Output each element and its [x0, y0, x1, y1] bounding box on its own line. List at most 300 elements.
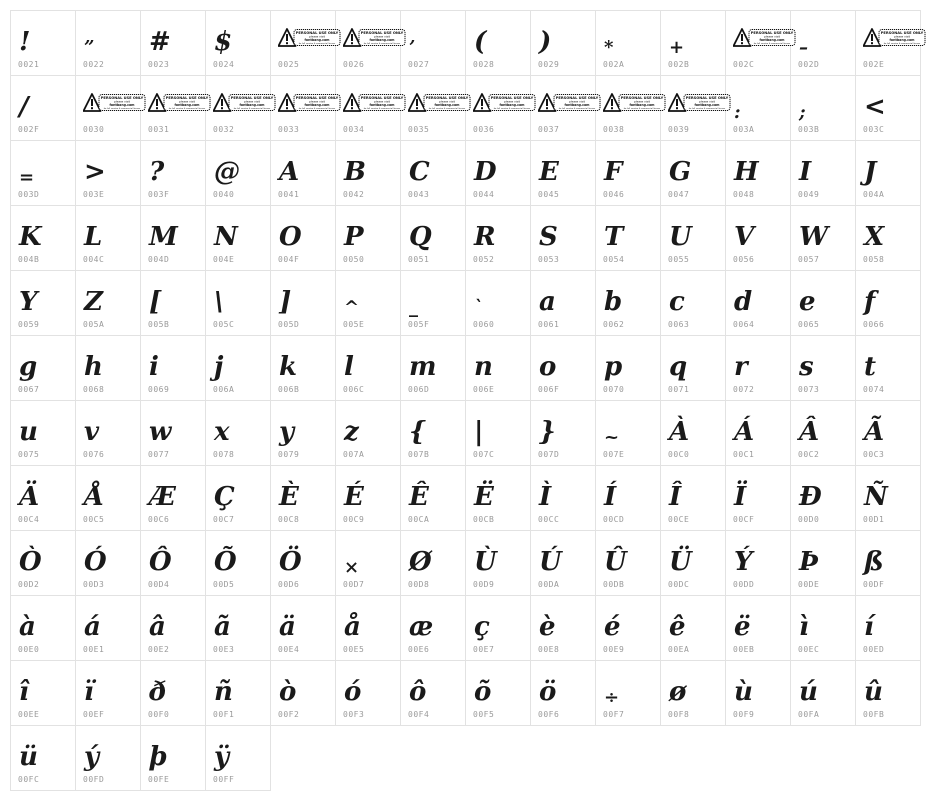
glyph-cell[interactable] [10, 75, 76, 141]
svg-text:fontbang.com: fontbang.com [499, 103, 525, 107]
glyph-cell[interactable] [205, 205, 271, 271]
glyph-code-label: 006D [408, 385, 430, 394]
glyph-code-label: 0024 [213, 60, 235, 69]
glyph-cell[interactable] [400, 10, 466, 76]
svg-text:for full version & commercial: for full version & commercial license [298, 43, 336, 45]
glyph-cell[interactable] [10, 400, 76, 466]
glyph-cell[interactable] [790, 140, 856, 206]
glyph-cell[interactable] [530, 10, 596, 76]
glyph-code-label: 00D1 [863, 515, 885, 524]
glyph-cell[interactable] [855, 465, 921, 531]
glyph-preview: ë [734, 612, 751, 642]
glyph-cell[interactable] [205, 725, 271, 791]
glyph-preview: D [474, 157, 497, 187]
glyph-preview: m [409, 352, 437, 382]
glyph-code-label: 0064 [733, 320, 755, 329]
glyph-preview: ó [344, 677, 362, 707]
glyph-cell[interactable] [75, 660, 141, 726]
glyph-cell[interactable] [270, 400, 336, 466]
glyph-cell[interactable] [855, 205, 921, 271]
glyph-code-label: 005E [343, 320, 365, 329]
glyph-cell[interactable] [660, 205, 726, 271]
glyph-preview: < [864, 92, 886, 122]
glyph-cell[interactable] [10, 660, 76, 726]
glyph-cell[interactable] [10, 140, 76, 206]
glyph-cell[interactable] [335, 660, 401, 726]
glyph-cell[interactable] [595, 335, 661, 401]
glyph-cell[interactable] [855, 400, 921, 466]
glyph-cell[interactable] [660, 660, 726, 726]
glyph-preview: Ö [279, 547, 302, 577]
glyph-cell[interactable] [335, 465, 401, 531]
glyph-cell[interactable] [725, 75, 791, 141]
glyph-preview: ’ [409, 37, 416, 58]
glyph-cell[interactable] [790, 660, 856, 726]
glyph-cell[interactable] [140, 270, 206, 336]
glyph-cell[interactable] [660, 530, 726, 596]
glyph-preview: ñ [214, 677, 233, 707]
glyph-cell[interactable] [270, 465, 336, 531]
svg-text:fontbang.com: fontbang.com [174, 103, 200, 107]
glyph-code-label: 00D4 [148, 580, 170, 589]
glyph-cell[interactable] [790, 270, 856, 336]
glyph-cell[interactable] [530, 530, 596, 596]
glyph-cell[interactable] [530, 270, 596, 336]
glyph-cell[interactable] [465, 140, 531, 206]
glyph-cell[interactable] [140, 75, 209, 141]
glyph-preview: ~ [604, 427, 620, 448]
glyph-cell[interactable] [335, 270, 401, 336]
glyph-cell[interactable] [855, 595, 921, 661]
glyph-code-label: 0030 [83, 125, 105, 134]
glyph-cell[interactable] [400, 75, 469, 141]
glyph-cell[interactable] [465, 530, 531, 596]
glyph-cell[interactable] [400, 335, 466, 401]
glyph-preview: Þ [799, 547, 819, 577]
glyph-code-label: 00E7 [473, 645, 495, 654]
glyph-cell[interactable] [790, 205, 856, 271]
glyph-preview: O [279, 222, 302, 252]
glyph-code-label: 00D9 [473, 580, 495, 589]
glyph-code-label: 003B [798, 125, 820, 134]
glyph-cell[interactable] [790, 530, 856, 596]
glyph-cell[interactable] [140, 530, 206, 596]
glyph-cell[interactable] [140, 660, 206, 726]
glyph-cell[interactable] [270, 270, 336, 336]
glyph-cell[interactable] [595, 530, 661, 596]
glyph-cell[interactable] [660, 140, 726, 206]
glyph-preview: û [864, 677, 883, 707]
glyph-preview: Ô [149, 547, 172, 577]
glyph-preview: í [864, 612, 874, 642]
glyph-cell[interactable] [595, 75, 664, 141]
glyph-cell[interactable] [270, 205, 336, 271]
glyph-cell[interactable] [725, 10, 794, 76]
glyph-cell[interactable] [660, 10, 726, 76]
glyph-cell[interactable] [465, 270, 531, 336]
glyph-code-label: 00C5 [83, 515, 105, 524]
glyph-preview: ! [19, 27, 31, 57]
glyph-cell[interactable] [530, 75, 599, 141]
glyph-cell[interactable] [855, 10, 924, 76]
glyph-preview: ò [279, 677, 297, 707]
glyph-cell[interactable] [335, 75, 404, 141]
personal-use-badge [83, 93, 147, 113]
svg-text:for full version & commercial: for full version & commercial license [233, 108, 271, 110]
glyph-cell[interactable] [725, 660, 791, 726]
glyph-code-label: 006C [343, 385, 365, 394]
glyph-cell[interactable] [465, 465, 531, 531]
glyph-cell[interactable] [75, 465, 141, 531]
glyph-cell[interactable] [595, 660, 661, 726]
glyph-preview: o [539, 352, 557, 382]
glyph-preview: Ó [84, 547, 107, 577]
glyph-code-label: 00DE [798, 580, 820, 589]
glyph-code-label: 0027 [408, 60, 430, 69]
glyph-cell[interactable] [790, 75, 856, 141]
personal-use-badge [473, 93, 537, 113]
svg-text:for full version & commercial: for full version & commercial license [363, 108, 401, 110]
glyph-cell[interactable] [10, 270, 76, 336]
glyph-cell[interactable] [335, 400, 401, 466]
glyph-cell[interactable] [465, 400, 531, 466]
glyph-code-label: 00D8 [408, 580, 430, 589]
glyph-code-label: 005D [278, 320, 300, 329]
glyph-code-label: 00FC [18, 775, 40, 784]
glyph-code-label: 00F3 [343, 710, 365, 719]
glyph-preview: V [734, 222, 755, 252]
glyph-cell[interactable] [660, 75, 729, 141]
glyph-preview: å [344, 612, 361, 642]
glyph-cell[interactable] [75, 270, 141, 336]
glyph-preview: ö [539, 677, 557, 707]
glyph-preview: Ç [214, 482, 235, 512]
glyph-cell[interactable] [270, 530, 336, 596]
glyph-preview: ÷ [604, 687, 620, 708]
glyph-cell[interactable] [530, 335, 596, 401]
glyph-cell[interactable] [855, 140, 921, 206]
glyph-preview: v [84, 417, 100, 447]
glyph-code-label: 00F7 [603, 710, 625, 719]
glyph-preview: * [604, 37, 614, 58]
glyph-preview: L [84, 222, 103, 252]
glyph-cell[interactable] [75, 725, 141, 791]
personal-use-badge [278, 28, 342, 48]
glyph-preview: _ [409, 297, 418, 318]
glyph-cell[interactable] [465, 10, 531, 76]
glyph-preview: à [19, 612, 36, 642]
glyph-preview: é [604, 612, 621, 642]
glyph-cell[interactable] [660, 270, 726, 336]
glyph-preview: } [539, 417, 556, 447]
glyph-cell[interactable] [335, 595, 401, 661]
glyph-cell[interactable] [205, 400, 271, 466]
glyph-code-label: 00C3 [863, 450, 885, 459]
glyph-code-label: 00DC [668, 580, 690, 589]
glyph-cell[interactable] [660, 595, 726, 661]
personal-use-badge [863, 28, 927, 48]
glyph-cell[interactable] [10, 10, 76, 76]
glyph-cell[interactable] [400, 660, 466, 726]
glyph-cell[interactable] [855, 75, 921, 141]
glyph-cell[interactable] [465, 660, 531, 726]
glyph-cell[interactable] [270, 595, 336, 661]
glyph-preview: ` [474, 297, 483, 318]
glyph-cell[interactable] [790, 335, 856, 401]
glyph-cell[interactable] [10, 595, 76, 661]
glyph-cell[interactable] [205, 660, 271, 726]
glyph-cell[interactable] [140, 205, 206, 271]
warning-triangle-icon [604, 94, 621, 111]
glyph-cell[interactable] [790, 10, 856, 76]
glyph-cell[interactable] [725, 205, 791, 271]
glyph-cell[interactable] [335, 140, 401, 206]
glyph-cell[interactable] [595, 400, 661, 466]
glyph-cell[interactable] [595, 270, 661, 336]
personal-use-badge [343, 93, 407, 113]
glyph-code-label: 0040 [213, 190, 235, 199]
svg-text:fontbang.com: fontbang.com [759, 38, 785, 42]
glyph-cell[interactable] [530, 400, 596, 466]
glyph-cell[interactable] [205, 465, 271, 531]
glyph-cell[interactable] [140, 465, 206, 531]
glyph-cell[interactable] [400, 140, 466, 206]
glyph-cell[interactable] [140, 400, 206, 466]
glyph-cell[interactable] [660, 465, 726, 531]
glyph-cell[interactable] [10, 465, 76, 531]
glyph-cell[interactable] [205, 75, 274, 141]
warning-triangle-icon [279, 29, 296, 46]
glyph-code-label: 0059 [18, 320, 40, 329]
glyph-preview: I [799, 157, 812, 187]
glyph-code-label: 006A [213, 385, 235, 394]
glyph-preview: À [669, 417, 690, 447]
glyph-cell[interactable] [725, 530, 791, 596]
glyph-cell[interactable] [725, 140, 791, 206]
glyph-cell[interactable] [595, 140, 661, 206]
glyph-code-label: 0058 [863, 255, 885, 264]
glyph-code-label: 00E8 [538, 645, 560, 654]
glyph-preview: Ø [409, 547, 432, 577]
glyph-cell[interactable] [855, 270, 921, 336]
glyph-cell[interactable] [75, 400, 141, 466]
glyph-cell[interactable] [400, 465, 466, 531]
glyph-code-label: 00C7 [213, 515, 235, 524]
glyph-code-label: 00C8 [278, 515, 300, 524]
glyph-preview: Ê [409, 482, 429, 512]
glyph-cell[interactable] [205, 140, 271, 206]
warning-triangle-icon [84, 94, 101, 111]
glyph-code-label: 00EB [733, 645, 755, 654]
glyph-cell[interactable] [400, 400, 466, 466]
glyph-cell[interactable] [205, 270, 271, 336]
glyph-cell[interactable] [595, 595, 661, 661]
glyph-cell[interactable] [335, 335, 401, 401]
glyph-cell[interactable] [530, 140, 596, 206]
glyph-cell[interactable] [725, 595, 791, 661]
glyph-code-label: 0022 [83, 60, 105, 69]
glyph-cell[interactable] [140, 140, 206, 206]
glyph-code-label: 00F0 [148, 710, 170, 719]
warning-triangle-icon [864, 29, 881, 46]
glyph-cell[interactable] [400, 530, 466, 596]
glyph-cell[interactable] [205, 530, 271, 596]
glyph-cell[interactable] [790, 400, 856, 466]
glyph-cell[interactable] [270, 335, 336, 401]
svg-text:for full version & commercial: for full version & commercial license [753, 43, 791, 45]
svg-text:please visit: please visit [569, 99, 585, 104]
glyph-cell[interactable] [75, 595, 141, 661]
glyph-cell[interactable] [725, 270, 791, 336]
glyph-preview: H [734, 157, 759, 187]
glyph-cell[interactable] [140, 10, 206, 76]
glyph-preview: ” [84, 37, 95, 58]
glyph-cell[interactable] [335, 530, 401, 596]
glyph-cell[interactable] [855, 530, 921, 596]
personal-use-badge [603, 93, 667, 113]
glyph-cell[interactable] [725, 400, 791, 466]
glyph-preview: È [279, 482, 299, 512]
glyph-preview: ÿ [214, 742, 230, 772]
svg-text:please visit: please visit [309, 99, 325, 104]
glyph-cell[interactable] [530, 205, 596, 271]
glyph-cell[interactable] [530, 465, 596, 531]
glyph-cell[interactable] [270, 10, 339, 76]
glyph-cell[interactable] [400, 270, 466, 336]
glyph-code-label: 00F8 [668, 710, 690, 719]
glyph-cell[interactable] [335, 205, 401, 271]
glyph-code-label: 0062 [603, 320, 625, 329]
glyph-cell[interactable] [75, 75, 144, 141]
glyph-code-label: 006F [538, 385, 560, 394]
glyph-preview: y [279, 417, 295, 447]
glyph-preview: þ [149, 742, 168, 772]
glyph-preview: Ï [734, 482, 747, 512]
glyph-preview: Á [734, 417, 755, 447]
glyph-preview: $ [214, 27, 233, 57]
glyph-code-label: 00CF [733, 515, 755, 524]
glyph-cell[interactable] [595, 205, 661, 271]
glyph-code-label: 0037 [538, 125, 560, 134]
glyph-code-label: 00D7 [343, 580, 365, 589]
glyph-preview: õ [474, 677, 492, 707]
glyph-code-label: 0021 [18, 60, 40, 69]
glyph-preview: M [149, 222, 178, 252]
glyph-cell[interactable] [140, 335, 206, 401]
glyph-code-label: 004C [83, 255, 105, 264]
glyph-cell[interactable] [335, 10, 404, 76]
svg-text:please visit: please visit [374, 99, 390, 104]
glyph-cell[interactable] [530, 660, 596, 726]
glyph-cell[interactable] [790, 465, 856, 531]
svg-text:PERSONAL USE ONLY: PERSONAL USE ONLY [620, 96, 664, 100]
glyph-cell[interactable] [140, 725, 206, 791]
warning-triangle-icon [214, 94, 231, 111]
glyph-cell[interactable] [465, 595, 531, 661]
glyph-cell[interactable] [725, 465, 791, 531]
glyph-cell[interactable] [270, 660, 336, 726]
glyph-code-label: 0070 [603, 385, 625, 394]
glyph-code-label: 0069 [148, 385, 170, 394]
glyph-cell[interactable] [855, 660, 921, 726]
glyph-cell[interactable] [530, 595, 596, 661]
glyph-preview: K [19, 222, 42, 252]
glyph-cell[interactable] [205, 595, 271, 661]
svg-text:PERSONAL USE ONLY: PERSONAL USE ONLY [490, 96, 534, 100]
glyph-cell[interactable] [660, 335, 726, 401]
glyph-code-label: 007E [603, 450, 625, 459]
glyph-code-label: 00CC [538, 515, 560, 524]
glyph-cell[interactable] [270, 75, 339, 141]
glyph-preview: Â [799, 417, 820, 447]
personal-use-badge [408, 93, 472, 113]
svg-text:for full version & commercial: for full version & commercial license [688, 108, 726, 110]
svg-text:for full version & commercial: for full version & commercial license [493, 108, 531, 110]
glyph-cell[interactable] [595, 10, 661, 76]
svg-text:PERSONAL USE ONLY: PERSONAL USE ONLY [360, 96, 404, 100]
glyph-preview: z [344, 417, 359, 447]
glyph-cell[interactable] [465, 75, 534, 141]
glyph-preview: \ [214, 287, 224, 317]
glyph-cell[interactable] [465, 335, 531, 401]
glyph-cell[interactable] [595, 465, 661, 531]
glyph-cell[interactable] [790, 595, 856, 661]
glyph-cell[interactable] [10, 530, 76, 596]
glyph-preview: # [149, 27, 171, 57]
glyph-cell[interactable] [75, 530, 141, 596]
glyph-preview: ã [214, 612, 231, 642]
glyph-cell[interactable] [205, 335, 271, 401]
glyph-code-label: 00EC [798, 645, 820, 654]
svg-text:for full version & commercial: for full version & commercial license [428, 108, 466, 110]
svg-text:please visit: please visit [634, 99, 650, 104]
glyph-preview: ; [799, 102, 806, 123]
glyph-cell[interactable] [725, 335, 791, 401]
warning-triangle-icon [149, 94, 166, 111]
glyph-cell[interactable] [205, 10, 271, 76]
glyph-cell[interactable] [75, 335, 141, 401]
glyph-preview: Ü [669, 547, 692, 577]
glyph-cell[interactable] [140, 595, 206, 661]
glyph-cell[interactable] [400, 205, 466, 271]
glyph-code-label: 00FA [798, 710, 820, 719]
glyph-preview: R [474, 222, 496, 252]
glyph-cell[interactable] [75, 10, 141, 76]
glyph-cell[interactable] [10, 335, 76, 401]
glyph-cell[interactable] [855, 335, 921, 401]
glyph-preview: N [214, 222, 238, 252]
glyph-cell[interactable] [75, 140, 141, 206]
glyph-code-label: 0046 [603, 190, 625, 199]
glyph-preview: î [19, 677, 29, 707]
glyph-code-label: 0063 [668, 320, 690, 329]
glyph-preview: > [84, 157, 106, 187]
glyph-cell[interactable] [10, 205, 76, 271]
glyph-preview: F [604, 157, 623, 187]
glyph-code-label: 005A [83, 320, 105, 329]
glyph-code-label: 0076 [83, 450, 105, 459]
glyph-cell[interactable] [400, 595, 466, 661]
glyph-cell[interactable] [75, 205, 141, 271]
glyph-cell[interactable] [270, 140, 336, 206]
glyph-cell[interactable] [465, 205, 531, 271]
glyph-code-label: 0049 [798, 190, 820, 199]
glyph-preview: T [604, 222, 624, 252]
glyph-cell[interactable] [660, 400, 726, 466]
glyph-code-label: 004E [213, 255, 235, 264]
glyph-cell[interactable] [10, 725, 76, 791]
glyph-code-label: 00CA [408, 515, 430, 524]
